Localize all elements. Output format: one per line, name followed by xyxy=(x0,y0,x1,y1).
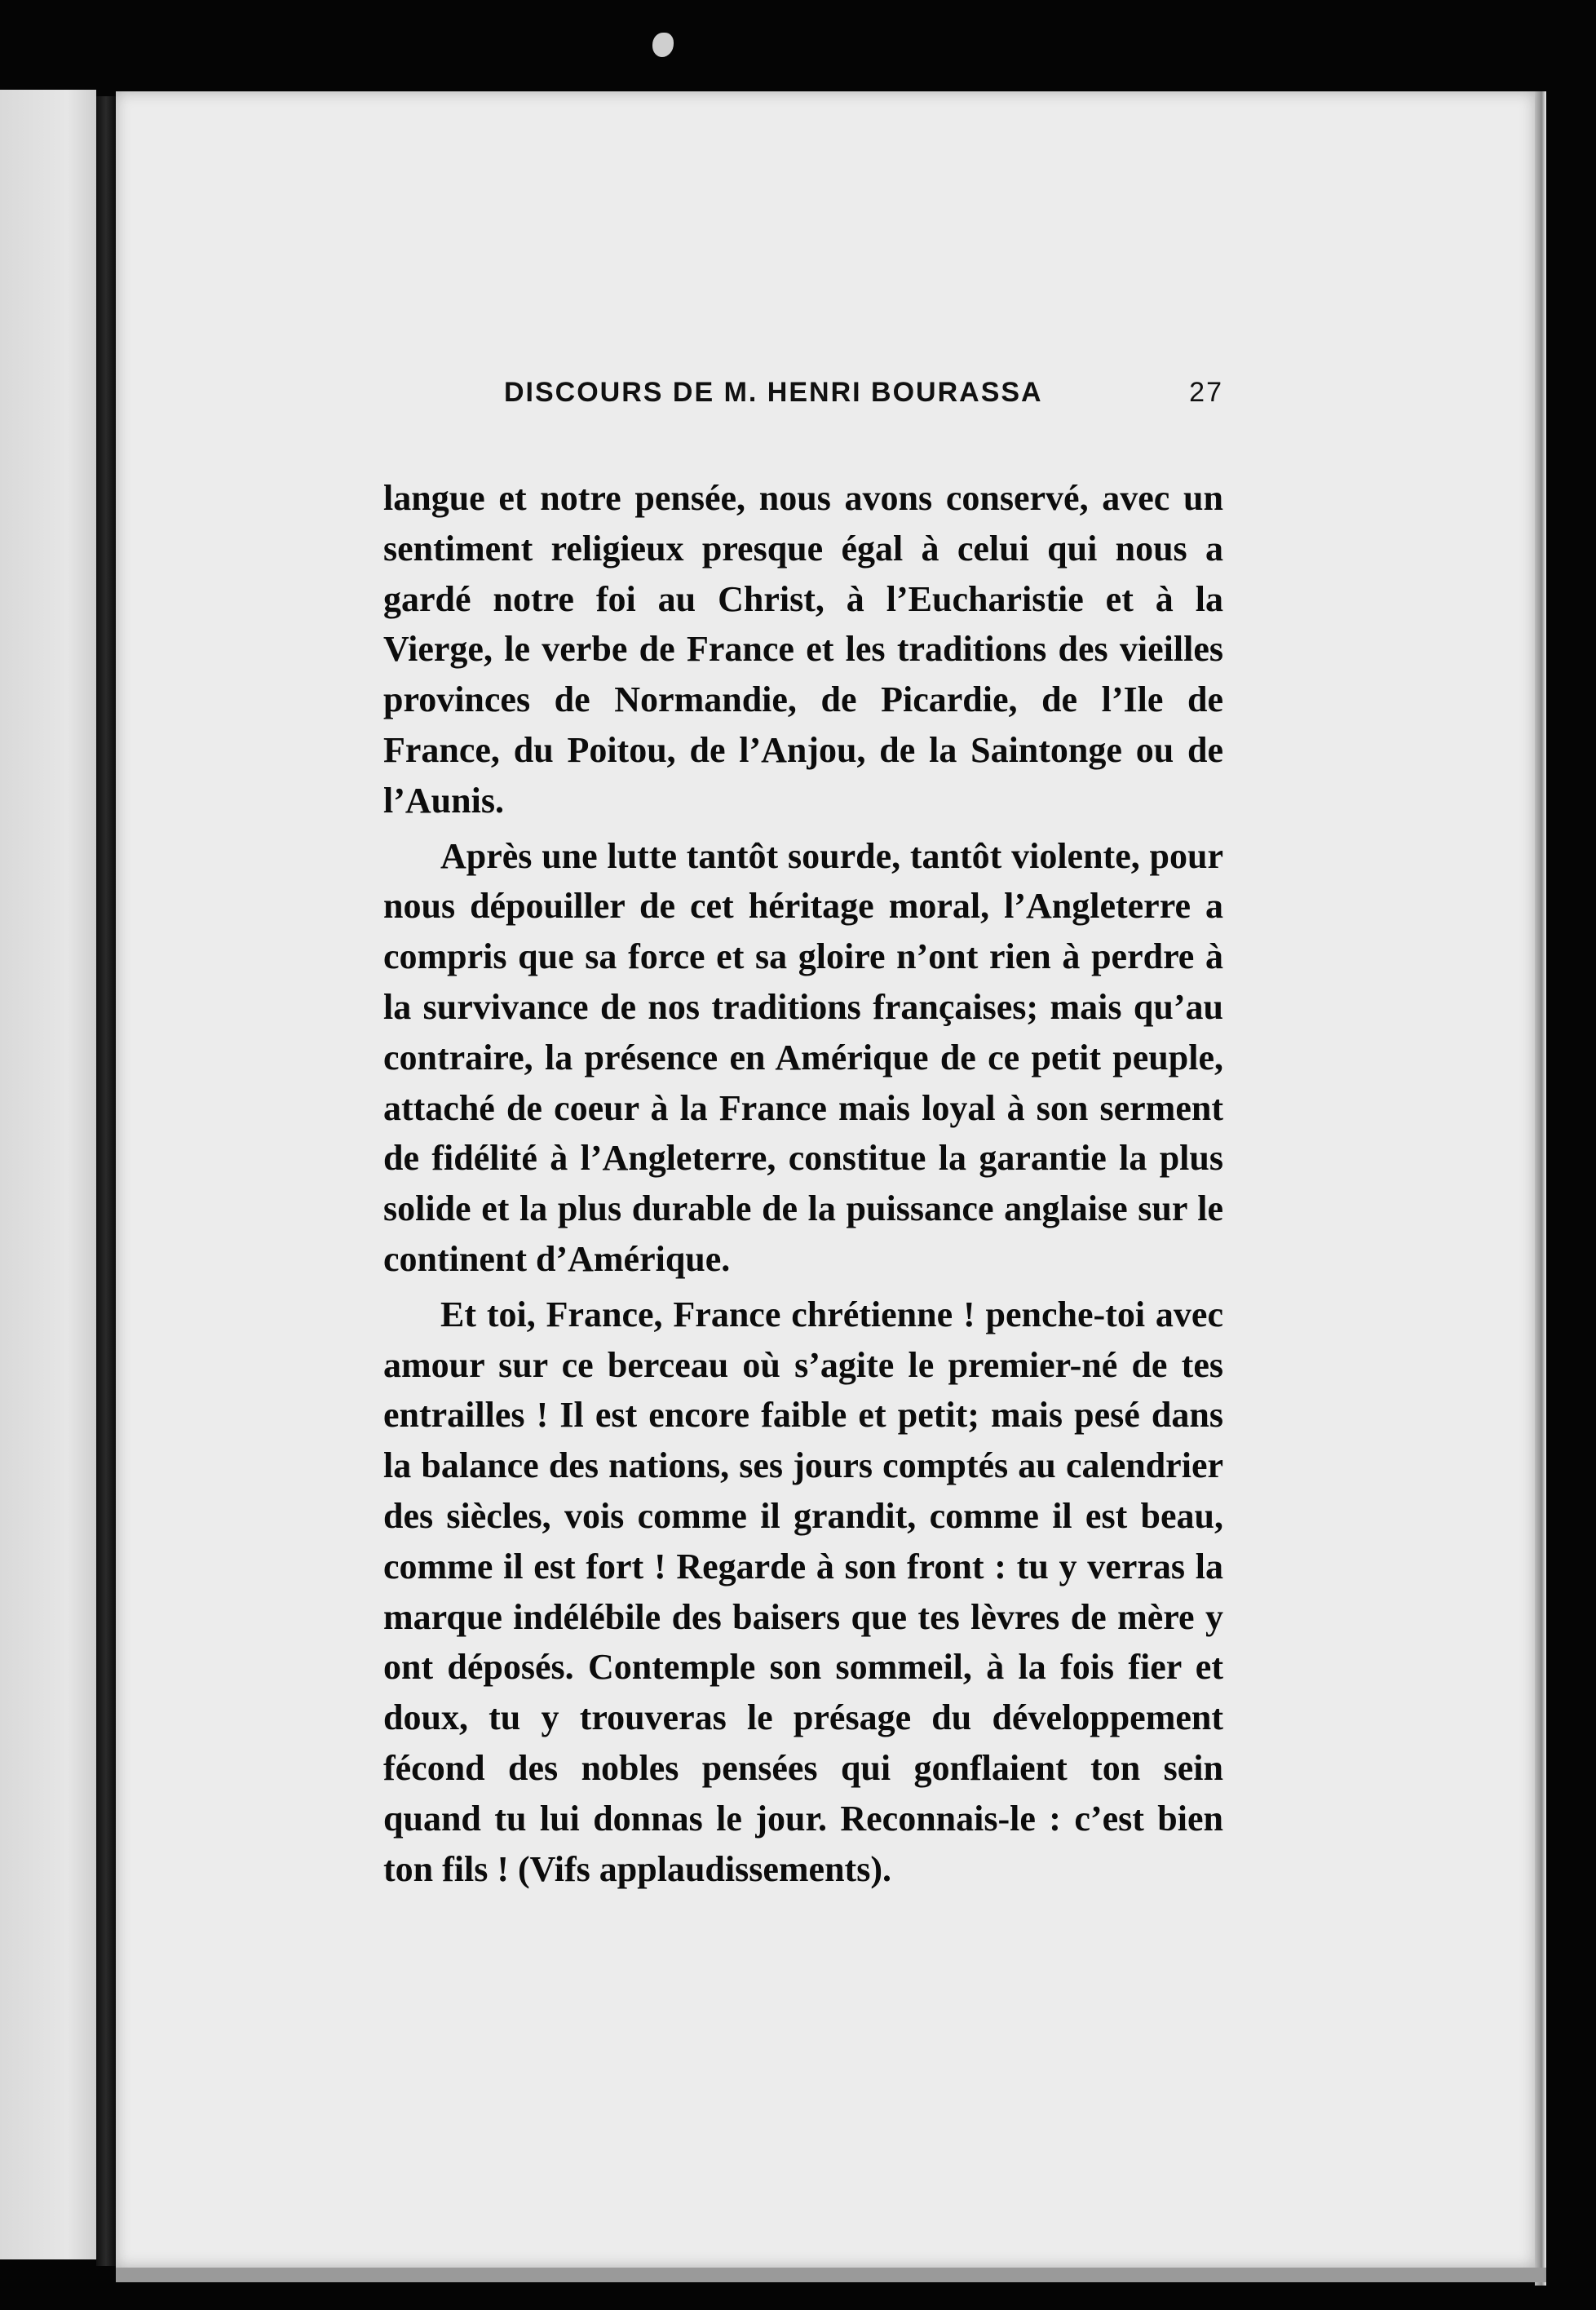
right-page-edge xyxy=(1535,91,1546,2286)
running-title: DISCOURS DE M. HENRI BOURASSA xyxy=(504,377,1043,408)
body-text xyxy=(383,473,1223,1894)
page-number: 27 xyxy=(1189,377,1223,408)
bottom-page-edge xyxy=(116,2268,1546,2282)
paragraph-1: langue et notre pensée, nous avons conservé, avec un sentiment religieux presque égal à celui qui nous a gardé notre foi au Christ, à l’Eucharistie et à la Vierge, le verbe de France et les traditions des vieilles provinces de Normandie, de Picardie, de l’Ile de France, du Poitou, de l’Anjou, de la Saintonge ou de l’Aunis. xyxy=(383,478,1223,821)
book-gutter xyxy=(96,96,116,2266)
film-speck xyxy=(652,33,674,57)
page-header xyxy=(390,377,1223,414)
paragraph-2: Après une lutte tantôt sourde, tantôt violente, pour nous dépouiller de cet héritage moral, l’Angleterre a compris que sa force et sa gloire n’ont rien à perdre à la survivance de nos traditions françaises; mais qu’au contraire, la présence en Amérique de ce petit peuple, attaché de coeur à la France mais loyal à son serment de fidélité à l’Angleterre, constitue la garantie la plus solide et la plus durable de la puissance anglaise sur le continent d’Amérique. xyxy=(383,835,1223,1279)
paragraph-3: Et toi, France, France chrétienne ! penche-toi avec amour sur ce berceau où s’agite le premier-né de tes entrailles ! Il est encore faible et petit; mais pesé dans la balance des nations, ses jours comptés au calendrier des siècles, vois comme il grandit, comme il est beau, comme il est fort ! Regarde à son front : tu y verras la marque indélébile des baisers que tes lèvres de mère y ont déposés. Contemple son sommeil, à la fois fier et doux, tu y trouveras le présage du développement fécond des nobles pensées qui gonflaient ton sein quand tu lui donnas le jour. Reconnais-le : c’est bien ton fils ! (Vifs applaudissements). xyxy=(383,1294,1223,1889)
left-page-edge xyxy=(0,90,96,2259)
